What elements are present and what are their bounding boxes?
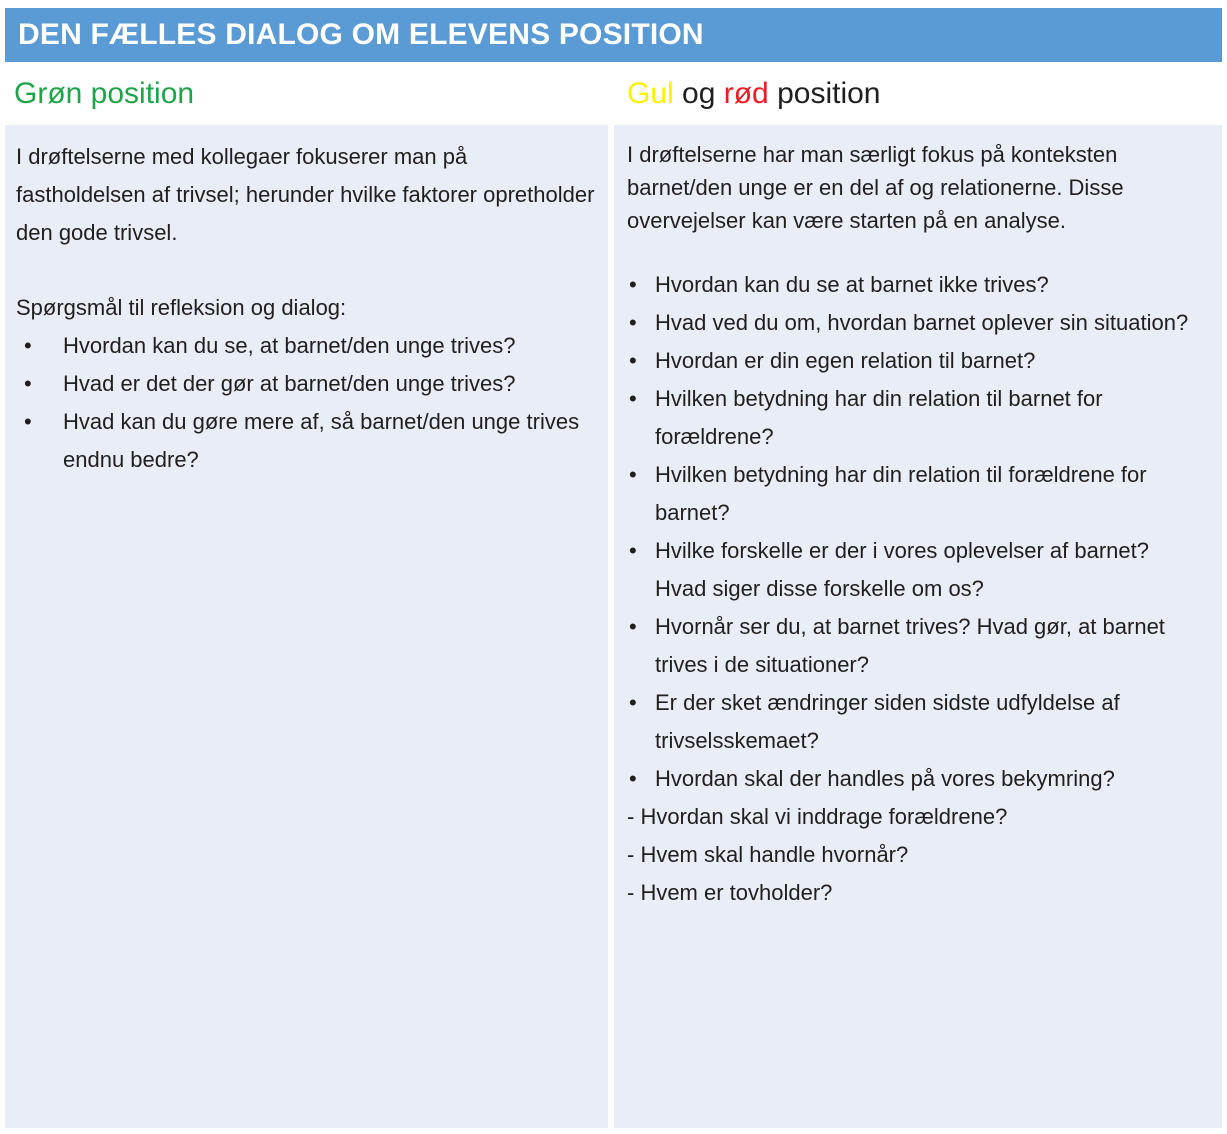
title-bar: [5, 8, 1222, 62]
right-column-header-cell: [614, 62, 1222, 125]
dash-question-line: - Hvordan skal vi inddrage forældrene?: [627, 804, 1008, 829]
left-column-header: Grøn position: [14, 76, 195, 110]
list-item: • Hvad er det der gør at barnet/den unge trives?: [16, 365, 596, 403]
page-title: DEN FÆLLES DIALOG OM ELEVENS POSITION: [18, 18, 704, 51]
list-item: • Hvad kan du gøre mere af, så barnet/den unge trives endnu bedre?: [16, 403, 596, 479]
left-column-header-cell: [5, 62, 608, 125]
list-item: • Hvordan er din egen relation til barnet?: [627, 342, 1204, 380]
green-intro-paragraph: I drøftelserne med kollegaer fokuserer man på fastholdelsen af trivsel; herunder hvilke faktorer opretholder den gode trivsel.: [16, 144, 595, 245]
yellow-red-intro-paragraph: I drøftelserne har man særligt fokus på konteksten barnet/den unge er en del af og relationerne. Disse overvejelser kan være starten på en analyse.: [627, 142, 1124, 233]
content-row: [5, 125, 1222, 1128]
list-item: • Hvilken betydning har din relation til barnet for forældrene?: [627, 380, 1204, 456]
green-lead-line: Spørgsmål til refleksion og dialog:: [16, 295, 347, 320]
list-item: • Hvordan kan du se, at barnet/den unge trives?: [16, 327, 596, 365]
right-column-header-part: position: [768, 76, 881, 110]
right-column-header: [627, 77, 880, 111]
list-item: • Hvordan skal der handles på vores bekymring?: [627, 760, 1204, 798]
yellow-red-bullet-list: [627, 266, 1204, 798]
list-item: • Hvad ved du om, hvordan barnet oplever sin situation?: [627, 304, 1204, 342]
green-position-cell: [5, 125, 608, 1128]
list-item: • Hvilke forskelle er der i vores oplevelser af barnet? Hvad siger disse forskelle om os?: [627, 532, 1204, 608]
right-column-header-part: og: [673, 76, 724, 110]
dash-question-line: - Hvem er tovholder?: [627, 880, 833, 905]
green-bullet-list: [16, 327, 596, 479]
dash-question-list: [627, 798, 1204, 912]
right-column-header-part: rød: [723, 76, 769, 110]
list-item: • Er der sket ændringer siden sidste udfyldelse af trivselsskemaet?: [627, 684, 1204, 760]
list-item: • Hvilken betydning har din relation til forældrene for barnet?: [627, 456, 1204, 532]
right-column-header-part: Gul: [627, 76, 674, 110]
list-item: • Hvornår ser du, at barnet trives? Hvad gør, at barnet trives i de situationer?: [627, 608, 1204, 684]
list-item: • Hvordan kan du se at barnet ikke trives?: [627, 266, 1204, 304]
column-headers-row: [5, 62, 1222, 125]
yellow-red-position-cell: [614, 125, 1222, 1128]
dash-question-line: - Hvem skal handle hvornår?: [627, 842, 909, 867]
